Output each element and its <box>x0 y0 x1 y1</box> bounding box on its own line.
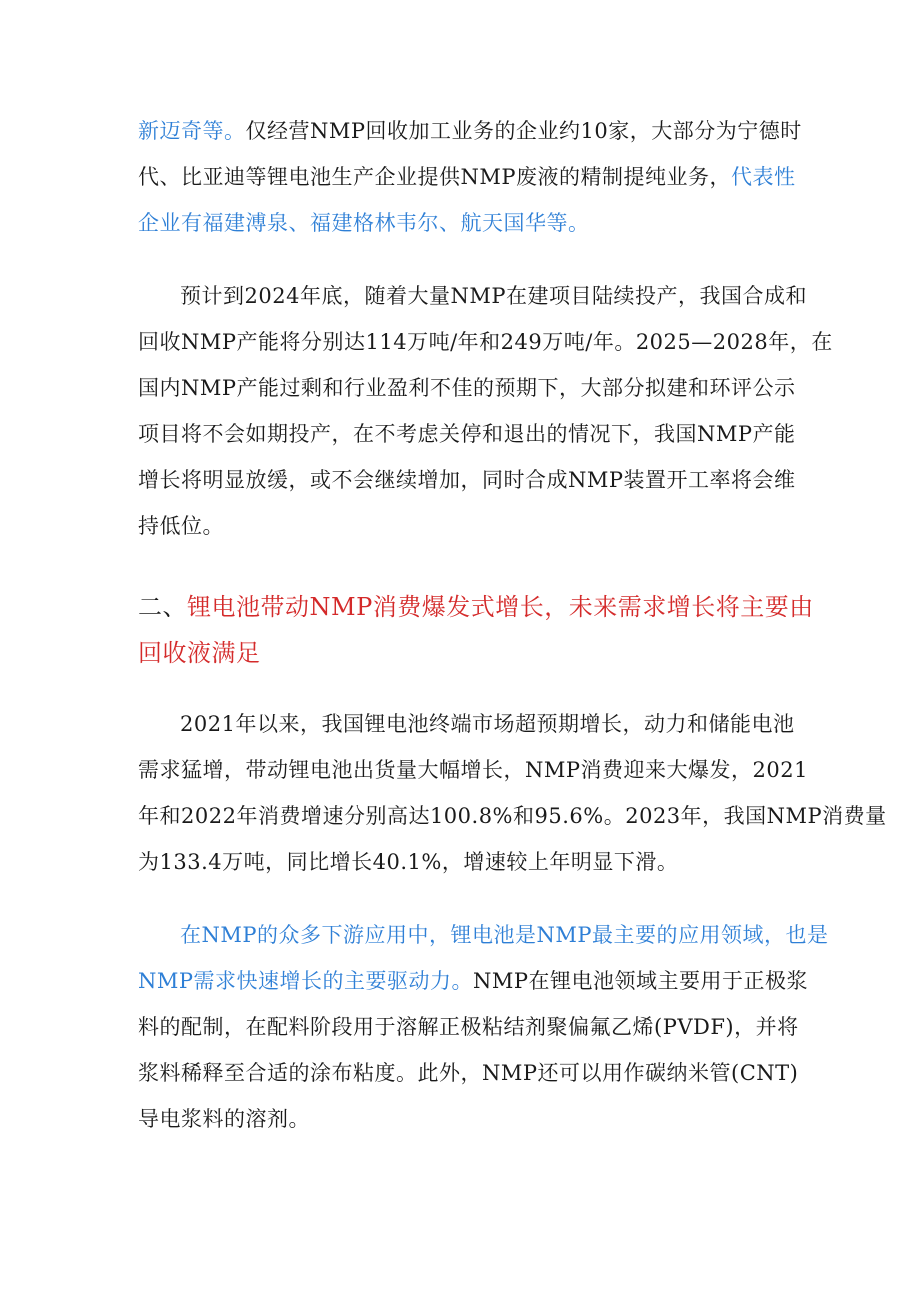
paragraph-2-line-5: 增长将明显放缓，或不会继续增加，同时合成NMP装置开工率将会维 <box>138 468 796 492</box>
paragraph-2-line-2: 回收NMP产能将分别达114万吨/年和249万吨/年。2025—2028年，在 <box>138 330 833 354</box>
highlight-text: 新迈奇等。 <box>138 119 246 143</box>
section-title: 锂电池带动NMP消费爆发式增长，未来需求增长将主要由 <box>187 593 814 621</box>
paragraph-4-line-4: 浆料稀释至合适的涂布粘度。此外，NMP还可以用作碳纳米管(CNT) <box>138 1061 799 1085</box>
paragraph-2-line-4: 项目将不会如期投产，在不考虑关停和退出的情况下，我国NMP产能 <box>138 422 796 446</box>
paragraph-3-line-2: 需求猛增，带动锂电池出货量大幅增长，NMP消费迎来大爆发，2021 <box>138 758 808 782</box>
paragraph-4-line-3: 料的配制，在配料阶段用于溶解正极粘结剂聚偏氟乙烯(PVDF)，并将 <box>138 1015 799 1039</box>
section-number: 二、 <box>138 593 187 621</box>
highlight-text: 代表性 <box>731 165 796 189</box>
paragraph-1-line-1 <box>138 108 802 154</box>
body-text: 仅经营NMP回收加工业务的企业约10家，大部分为宁德时 <box>245 119 802 143</box>
paragraph-2 <box>138 273 833 549</box>
paragraph-4-line-1: 在NMP的众多下游应用中，锂电池是NMP最主要的应用领域，也是 <box>180 923 829 947</box>
paragraph-2-line-3: 国内NMP产能过剩和行业盈利不佳的预期下，大部分拟建和环评公示 <box>138 376 796 400</box>
paragraph-1-line-3: 企业有福建溥泉、福建格林韦尔、航天国华等。 <box>138 211 590 235</box>
paragraph-4 <box>138 912 829 1142</box>
body-text: 代、比亚迪等锂电池生产企业提供NMP废液的精制提纯业务， <box>138 165 732 189</box>
highlight-text: NMP需求快速增长的主要驱动力。 <box>138 969 474 993</box>
paragraph-3-line-3: 年和2022年消费增速分别高达100.8%和95.6%。2023年，我国NMP消费量 <box>138 804 887 828</box>
paragraph-3-line-4: 为133.4万吨，同比增长40.1%，增速较上年明显下滑。 <box>138 850 679 874</box>
paragraph-3-line-1: 2021年以来，我国锂电池终端市场超预期增长，动力和储能电池 <box>180 712 795 736</box>
paragraph-2-line-6: 持低位。 <box>138 514 224 538</box>
paragraph-1-line-2 <box>138 154 796 200</box>
section-heading-line-2: 回收液满足 <box>138 639 261 667</box>
section-heading <box>138 584 814 676</box>
paragraph-1 <box>138 108 802 246</box>
paragraph-4-line-2 <box>138 958 809 1004</box>
body-text: NMP在锂电池领域主要用于正极浆 <box>473 969 809 993</box>
section-heading-line-1 <box>138 584 814 630</box>
paragraph-3 <box>138 701 887 885</box>
paragraph-2-line-1: 预计到2024年底，随着大量NMP在建项目陆续投产，我国合成和 <box>180 284 807 308</box>
paragraph-4-line-5: 导电浆料的溶剂。 <box>138 1107 310 1131</box>
